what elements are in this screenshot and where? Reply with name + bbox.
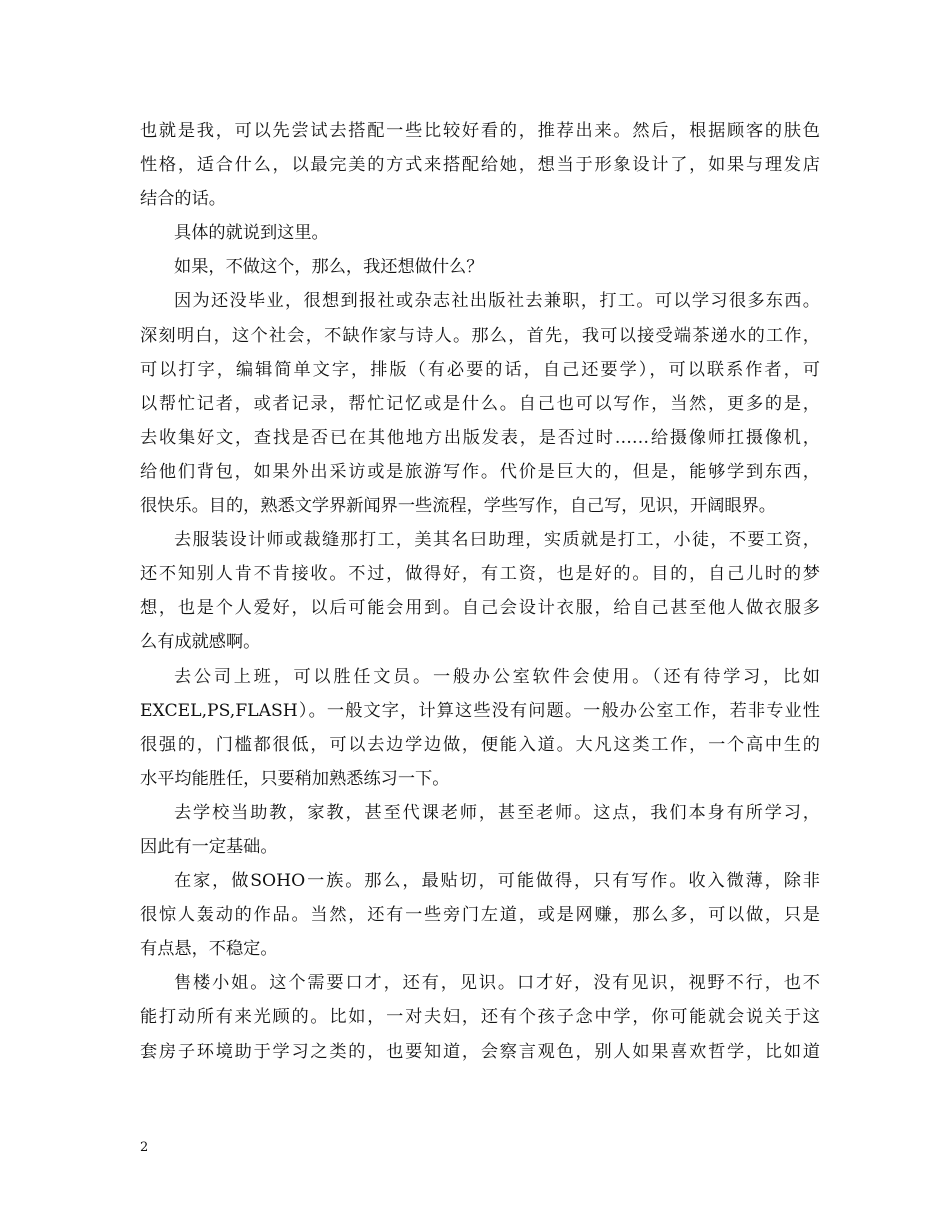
text-line: 能打动所有来光顾的。比如，一对夫妇，还有个孩子念中学，你可能就会说关于这 <box>140 1007 820 1028</box>
text-line: 因此有一定基础。 <box>140 836 278 857</box>
text-line: 售楼小姐。这个需要口才，还有，见识。口才好，没有见识，视野不行，也不 <box>174 973 820 994</box>
text-line: 很强的，门槛都很低，可以去边学边做，便能入道。大凡这类工作，一个高中生的 <box>140 734 820 755</box>
text-line: 去公司上班，可以胜任文员。一般办公室软件会使用。（还有待学习，比如 <box>174 666 820 687</box>
text-line: 去服装设计师或裁缝那打工，美其名曰助理，实质就是打工，小徒，不要工资， <box>174 530 820 551</box>
text-line: 去学校当助教，家教，甚至代课老师，甚至老师。这点，我们本身有所学习， <box>174 802 820 823</box>
text-line: 因为还没毕业，很想到报社或杂志社出版社去兼职，打工。可以学习很多东西。 <box>174 291 820 312</box>
text-line: EXCEL,PS,FLASH）。一般文字，计算这些没有问题。一般办公室工作，若非专业性 <box>140 700 820 721</box>
text-line: 很快乐。目的，熟悉文学界新闻界一些流程，学些写作，自己写，见识，开阔眼界。 <box>140 496 776 517</box>
text-line: 套房子环境助于学习之类的，也要知道，会察言观色，别人如果喜欢哲学，比如道 <box>140 1041 820 1062</box>
text-line: 想，也是个人爱好，以后可能会用到。自己会设计衣服，给自己甚至他人做衣服多 <box>140 598 820 619</box>
text-line: 深刻明白，这个社会，不缺作家与诗人。那么，首先，我可以接受端茶递水的工作， <box>140 325 820 346</box>
text-line: 给他们背包，如果外出采访或是旅游写作。代价是巨大的，但是，能够学到东西， <box>140 461 820 482</box>
text-line: 以帮忙记者，或者记录，帮忙记忆或是什么。自己也可以写作，当然，更多的是， <box>140 393 820 414</box>
text-line: 也就是我，可以先尝试去搭配一些比较好看的，推荐出来。然后，根据顾客的肤色 <box>140 121 820 141</box>
body-text <box>140 114 820 1069</box>
text-line: 结合的话。 <box>140 189 226 210</box>
page-number: 2 <box>140 1140 149 1155</box>
text-line: 还不知别人肯不肯接收。不过，做得好，有工资，也是好的。目的，自己儿时的梦 <box>140 564 820 585</box>
text-line: 在家，做SOHO一族。那么，最贴切，可能做得，只有写作。收入微薄，除非 <box>174 871 820 892</box>
text-line: 性格，适合什么，以最完美的方式来搭配给她，想当于形象设计了，如果与理发店 <box>140 155 820 176</box>
text-line: 如果，不做这个，那么，我还想做什么？ <box>174 257 484 278</box>
text-line: 水平均能胜任，只要稍加熟悉练习一下。 <box>140 768 450 789</box>
text-line: 具体的就说到这里。 <box>174 223 329 244</box>
text-line: 么有成就感啊。 <box>140 632 261 653</box>
text-line: 可以打字，编辑简单文字，排版（有必要的话，自己还要学），可以联系作者，可 <box>140 359 820 380</box>
text-line: 很惊人轰动的作品。当然，还有一些旁门左道，或是网赚，那么多，可以做，只是 <box>140 905 820 926</box>
text-line: 有点悬，不稳定。 <box>140 939 278 960</box>
text-line: 去收集好文，查找是否已在其他地方出版发表，是否过时……给摄像师扛摄像机， <box>140 427 820 448</box>
